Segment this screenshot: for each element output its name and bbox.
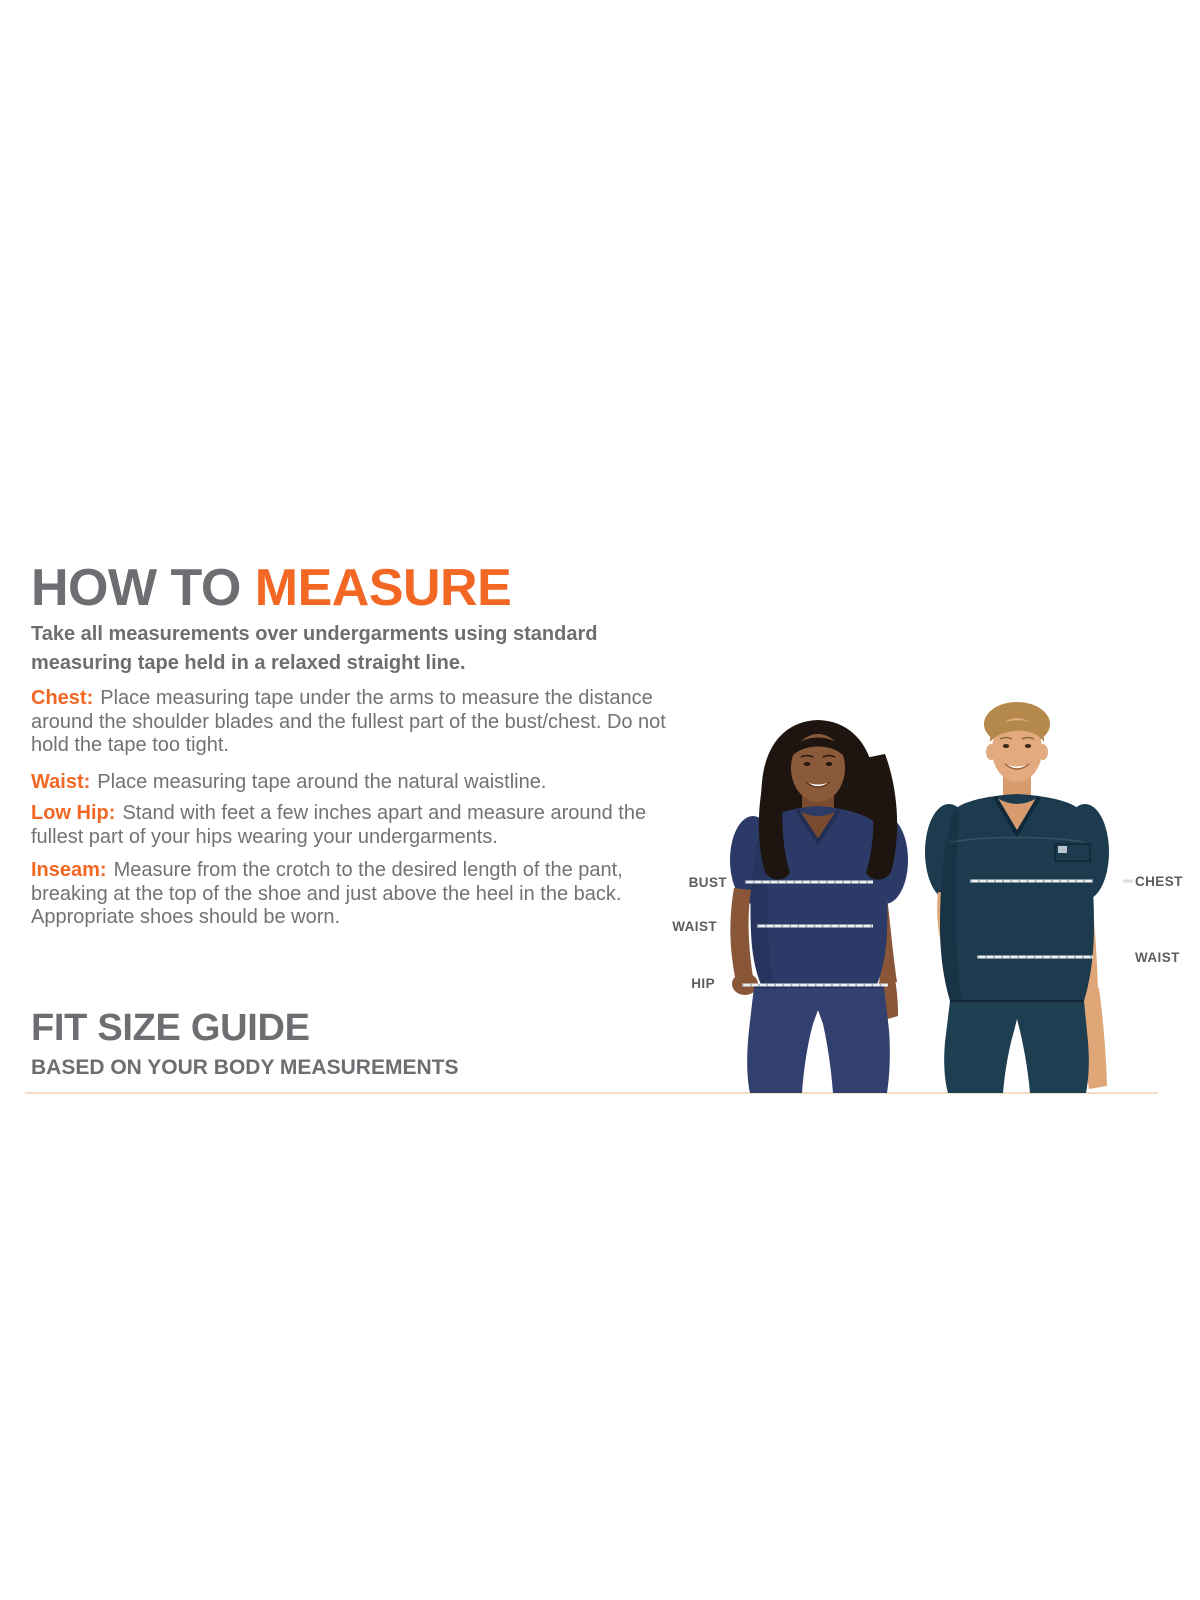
hip-measurement-label: HIP [691, 976, 715, 991]
waist-label: Waist: [31, 771, 91, 793]
low-hip-text: Stand with feet a few inches apart and measure around the fullest part of your hips wearing your undergarments. [31, 802, 647, 848]
chest-measurement-label: CHEST [1135, 874, 1183, 889]
inseam-label: Inseam: [31, 859, 107, 881]
female-waist-measurement-label: WAIST [672, 919, 717, 934]
low-hip-label: Low Hip: [31, 802, 116, 824]
models-illustration [650, 690, 1162, 1093]
male-waist-measurement-label: WAIST [1135, 950, 1180, 965]
pocket-logo-tag [1058, 846, 1067, 853]
fit-size-guide-title: FIT SIZE GUIDE [31, 1007, 310, 1049]
inseam-text: Measure from the crotch to the desired length of the pant, breaking at the top of the shoe and just above the heel in the back. Appropriate shoes should be worn. [31, 859, 623, 928]
female-model-illustration [730, 720, 908, 1093]
title-how-to: HOW TO [31, 559, 241, 617]
instruction-chest [31, 687, 676, 758]
chest-text: Place measuring tape under the arms to measure the distance around the shoulder blades and the fullest part of the bust/chest. Do not hold the tape too tight. [31, 687, 666, 756]
chest-label: Chest: [31, 687, 94, 709]
page-title [31, 560, 511, 617]
fit-size-guide-subtitle: BASED ON YOUR BODY MEASUREMENTS [31, 1056, 459, 1079]
instruction-waist [31, 771, 676, 795]
intro-text: Take all measurements over undergarments using standard measuring tape held in a relaxed straight line. [31, 623, 598, 674]
male-model-illustration [925, 702, 1109, 1093]
instruction-inseam [31, 859, 676, 930]
waist-text: Place measuring tape around the natural waistline. [97, 771, 547, 793]
title-measure: MEASURE [254, 559, 512, 617]
bust-measurement-label: BUST [688, 875, 727, 890]
instruction-low-hip [31, 802, 676, 849]
models-photo [650, 690, 1183, 1093]
